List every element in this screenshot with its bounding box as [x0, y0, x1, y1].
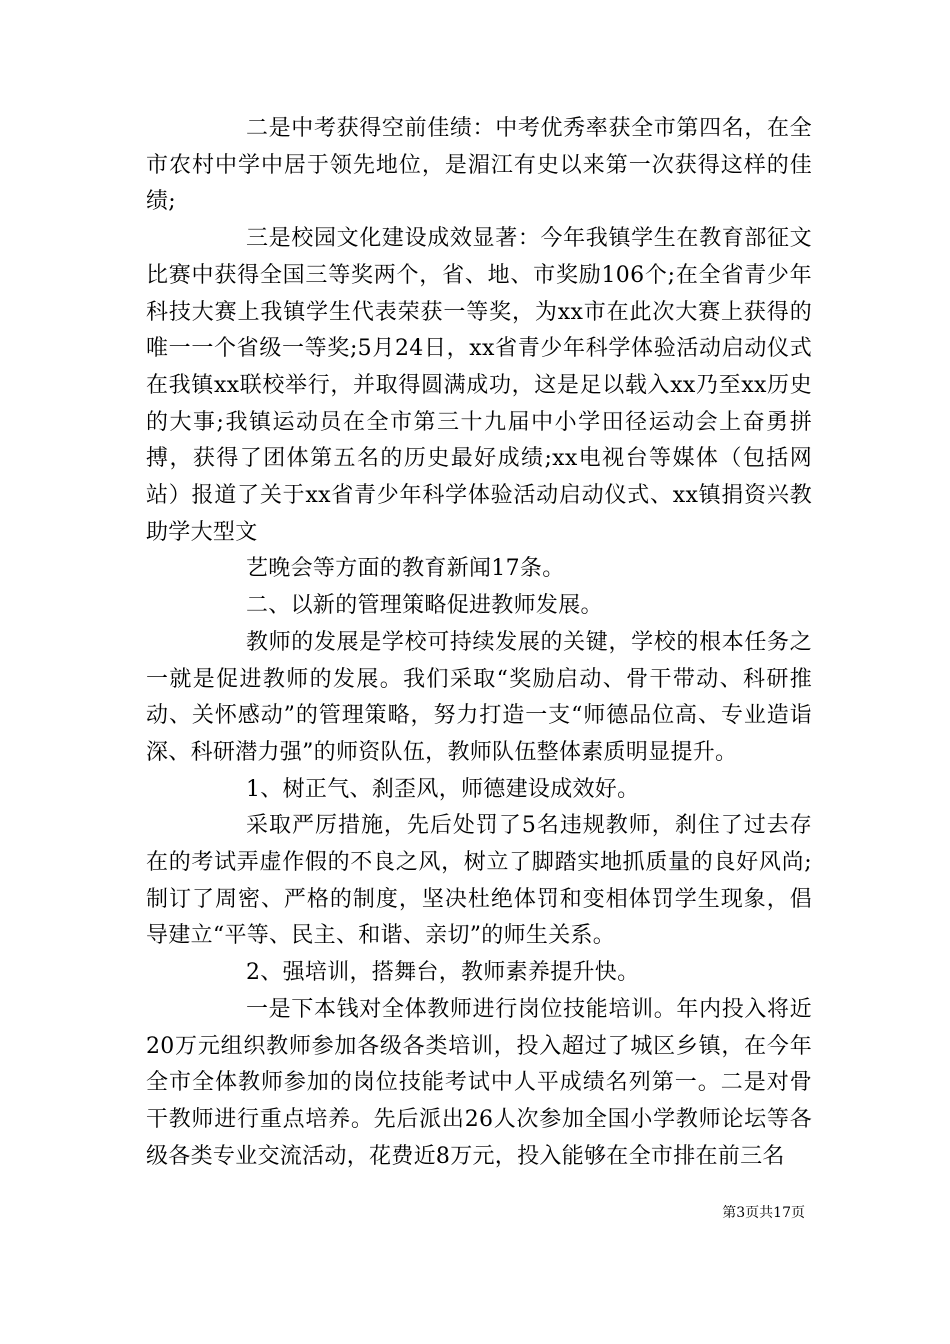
document-body — [146, 111, 812, 1175]
subheading-training: 2、强培训，搭舞台，教师素养提升快。 — [246, 960, 640, 986]
subheading-ethics: 1、树正气、刹歪风，师德建设成效好。 — [246, 776, 640, 802]
paragraph-exam-results: 二是中考获得空前佳绩：中考优秀率获全市第四名，在全市农村中学中居于领先地位，是湄江有史以来第一次获得这样的佳绩; — [146, 116, 812, 215]
paragraph-campus-culture: 三是校园文化建设成效显著：今年我镇学生在教育部征文比赛中获得全国三等奖两个，省、地、市奖励106个;在全省青少年科技大赛上我镇学生代表荣获一等奖，为xx市在此次大赛上获得的唯一一个省级一等奖;5月24日，xx省青少年科学体验活动启动仪式在我镇xx联校举行，并取得圆满成功，这是足以载入xx乃至xx历史的大事;我镇运动员在全市第三十九届中小学田径运动会上奋勇拼搏，获得了团体第五名的历史最好成绩;xx电视台等媒体（包括网站）报道了关于xx省青少年科学体验活动启动仪式、xx镇捐资兴教助学大型文 — [146, 226, 812, 545]
paragraph-teacher-development: 教师的发展是学校可持续发展的关键，学校的根本任务之一就是促进教师的发展。我们采取“奖励启动、骨干带动、科研推动、关怀感动”的管理策略，努力打造一支“师德品位高、专业造诣深、科研潜力强”的师资队伍，教师队伍整体素质明显提升。 — [146, 629, 812, 765]
section-heading-teacher-development: 二、以新的管理策略促进教师发展。 — [246, 593, 603, 619]
paragraph-campus-culture-continued: 艺晚会等方面的教育新闻17条。 — [246, 556, 565, 582]
page-number-footer: 第3页共17页 — [722, 1205, 805, 1221]
paragraph-ethics: 采取严厉措施，先后处罚了5名违规教师，刹住了过去存在的考试弄虚作假的不良之风，树立了脚踏实地抓质量的良好风尚;制订了周密、严格的制度，坚决杜绝体罚和变相体罚学生现象，倡导建立“平等、民主、和谐、亲切”的师生关系。 — [146, 813, 812, 949]
paragraph-training: 一是下本钱对全体教师进行岗位技能培训。年内投入将近20万元组织教师参加各级各类培训，投入超过了城区乡镇，在今年全市全体教师参加的岗位技能考试中人平成绩名列第一。二是对骨干教师进行重点培养。先后派出26人次参加全国小学教师论坛等各级各类专业交流活动，花费近8万元，投入能够在全市排在前三名 — [146, 996, 812, 1169]
